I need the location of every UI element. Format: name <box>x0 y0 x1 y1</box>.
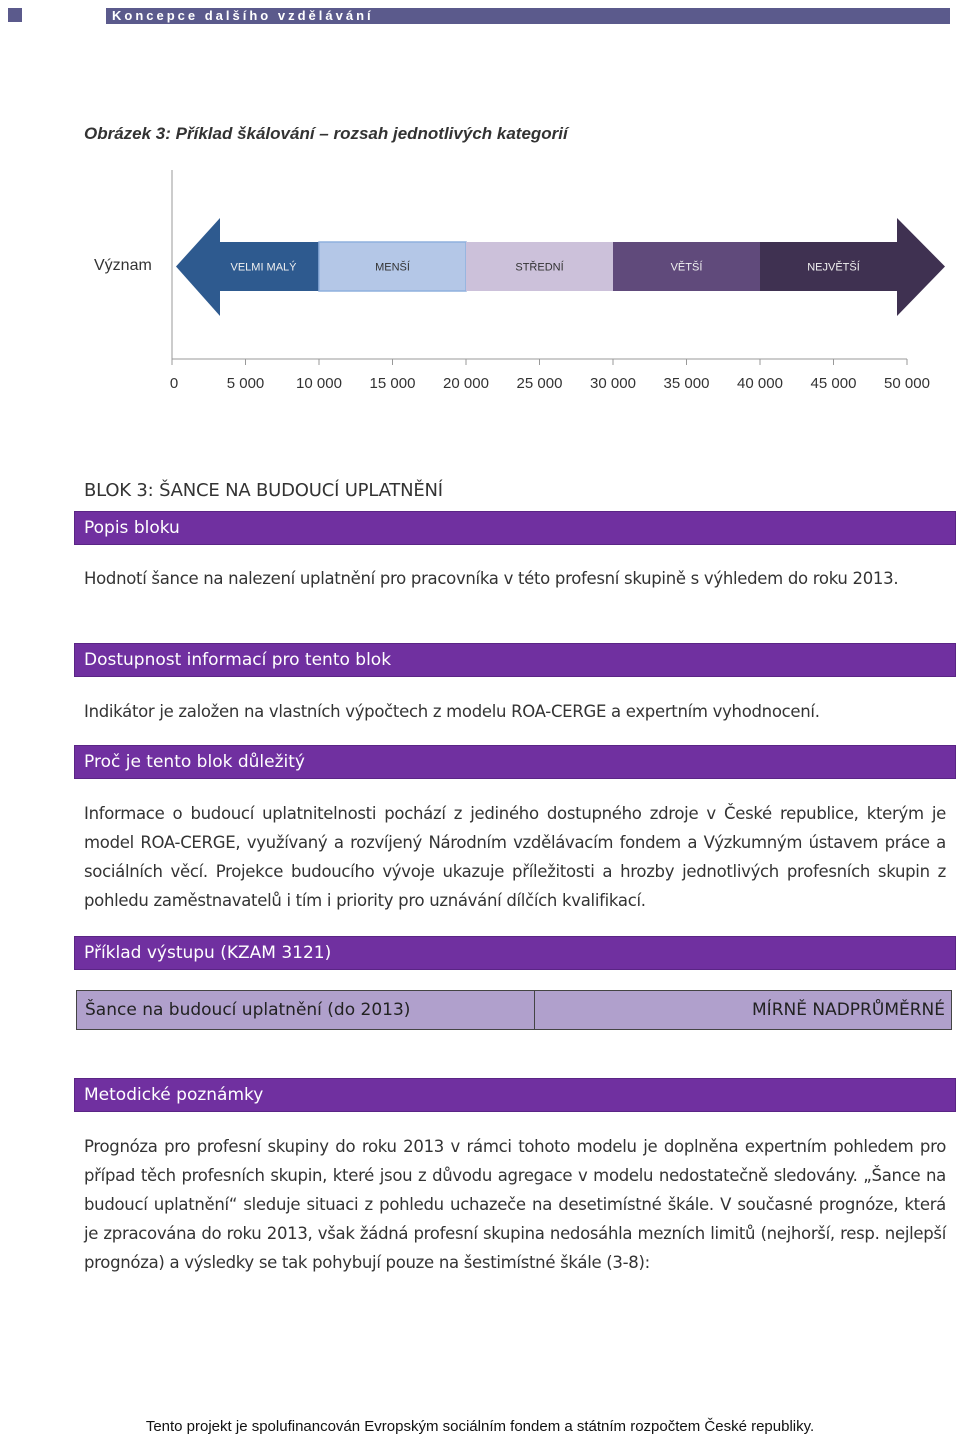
x-tick-label: 45 000 <box>810 375 857 392</box>
segment-label: STŘEDNÍ <box>515 261 564 274</box>
section-text-metodicke: Prognóza pro profesní skupiny do roku 2013 v rámci tohoto modelu je doplněna expertním pohledem pro případ těch profesních skupin, které jsou z důvodu agregace v modelu nedostatečně sledovány. „Šance na budoucí uplatnění“ sleduje situaci z pohledu uchazeče na desetimístné škále. V současné prognóze, která je zpracována do roku 2013, však žádná profesní skupina nedosáhla mezních limitů (nejhorší, resp. nejlepší prognóza) a výsledky se tak pohybují pouze na šestimístné škále (3-8): <box>84 1137 946 1272</box>
section-bar-metodicke: Metodické poznámky <box>74 1078 956 1112</box>
segment-label: NEJVĚTŠÍ <box>807 261 860 274</box>
header-bar: Koncepce dalšího vzdělávání <box>106 8 950 24</box>
x-tick-label: 35 000 <box>663 375 710 392</box>
section-bar-priklad: Příklad výstupu (KZAM 3121) <box>74 936 956 970</box>
output-value: MÍRNĚ NADPRŮMĚRNÉ <box>535 991 951 1029</box>
segment-label: VELMI MALÝ <box>230 261 297 274</box>
x-tick-label: 50 000 <box>884 375 930 392</box>
x-tick-label: 20 000 <box>443 375 489 392</box>
x-tick-label: 0 <box>169 375 179 392</box>
x-tick-label: 15 000 <box>369 375 416 392</box>
section-text-popis: Hodnotí šance na nalezení uplatnění pro pracovníka v této profesní skupině s výhledem do roku 2013. <box>84 569 899 588</box>
section-text-dostupnost: Indikátor je založen na vlastních výpočtech z modelu ROA-CERGE a expertním vyhodnocení. <box>84 702 820 721</box>
x-tick-label: 10 000 <box>296 375 342 392</box>
output-label: Šance na budoucí uplatnění (do 2013) <box>77 991 535 1029</box>
section-bar-popis: Popis bloku <box>74 511 956 545</box>
scale-chart <box>0 160 960 400</box>
section-bar-dostupnost: Dostupnost informací pro tento blok <box>74 643 956 677</box>
figure-caption: Obrázek 3: Příklad škálování – rozsah jednotlivých kategorií <box>84 124 568 143</box>
x-tick-label: 30 000 <box>590 375 636 392</box>
footer-text: Tento projekt je spolufinancován Evropským sociálním fondem a státním rozpočtem České republiky. <box>145 1418 815 1435</box>
x-tick-label: 40 000 <box>737 375 783 392</box>
header-square <box>8 8 22 22</box>
left-arrow-head <box>176 218 220 316</box>
segment-label: MENŠÍ <box>375 261 410 274</box>
category-label: Význam <box>94 257 152 274</box>
x-tick-label: 25 000 <box>516 375 563 392</box>
right-arrow-head <box>897 218 945 316</box>
block-title: BLOK 3: ŠANCE NA BUDOUCÍ UPLATNĚNÍ <box>84 480 443 501</box>
section-bar-proc: Proč je tento blok důležitý <box>74 745 956 779</box>
x-tick-label: 5 000 <box>226 375 265 392</box>
section-text-proc: Informace o budoucí uplatnitelnosti pochází z jediného dostupného zdroje v České republice, kterým je model ROA-CERGE, využívaný a rozvíjený Národním vzdělávacím fondem a Výzkumným ústavem práce a sociálních věcí. Projekce budoucího vývoje ukazuje příležitosti a hrozby jednotlivých profesních skupin z pohledu zaměstnavatelů i tím i priority pro uznávání dílčích kvalifikací. <box>84 804 946 910</box>
segment-label: VĚTŠÍ <box>670 261 703 274</box>
output-table <box>76 990 952 1030</box>
